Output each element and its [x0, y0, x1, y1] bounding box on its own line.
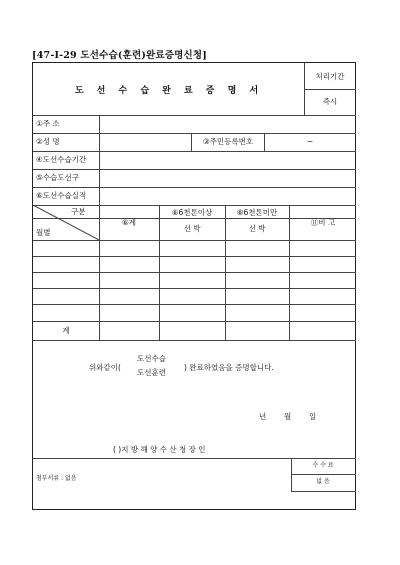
processing-period-label: 처리기간: [315, 72, 345, 81]
under-6000t-header-line1: ⑥6천톤미만: [236, 208, 278, 217]
form-title: 도 선 수 습 완 료 증 명 서: [74, 86, 264, 96]
processing-period-value: 즉시: [322, 97, 338, 106]
category-header: 구분: [71, 207, 86, 216]
issuer-signature: ( )지 방 해 양 수 산 청 장 인: [113, 445, 206, 454]
fee-value: 없 음: [316, 478, 330, 485]
date-year: 년: [259, 412, 267, 421]
date-month: 월: [284, 412, 292, 421]
training-record-label: ⑥도선수습실적: [36, 191, 87, 200]
date-day: 일: [309, 412, 317, 421]
statement-option-training: 도선수습: [137, 354, 166, 363]
training-period-label: ④도선수습기간: [36, 155, 87, 164]
total-column-header: ⑥계: [122, 218, 136, 227]
under-6000t-header-line2: 선 박: [248, 224, 266, 233]
form-heading: [47-I-29 도선수습(훈련)완료증명신청]: [32, 50, 207, 61]
address-label: ①주 소: [36, 119, 60, 128]
certificate-form: [32, 62, 356, 510]
resident-number-label: ③주민등록번호: [202, 137, 254, 146]
statement-suffix: ) 완료하였음을 증명합니다.: [184, 363, 274, 372]
total-row-label: 계: [62, 326, 70, 335]
month-header: 월별: [36, 228, 51, 237]
remarks-column-header: ⑪비 고: [310, 218, 336, 227]
training-area-label: ⑤수습도선구: [36, 173, 79, 182]
name-label: ②성 명: [36, 137, 60, 146]
over-6000t-header-line1: ⑥6천톤이상: [171, 208, 213, 217]
attachments-note: 첨부서류 : 없음: [36, 475, 77, 482]
resident-number-separator: ~: [306, 137, 314, 146]
fee-label: 수 수 료: [312, 462, 334, 469]
over-6000t-header-line2: 선 박: [183, 224, 201, 233]
statement-prefix: 위와같이(: [89, 363, 121, 372]
statement-option-drill: 도선훈련: [137, 368, 166, 377]
